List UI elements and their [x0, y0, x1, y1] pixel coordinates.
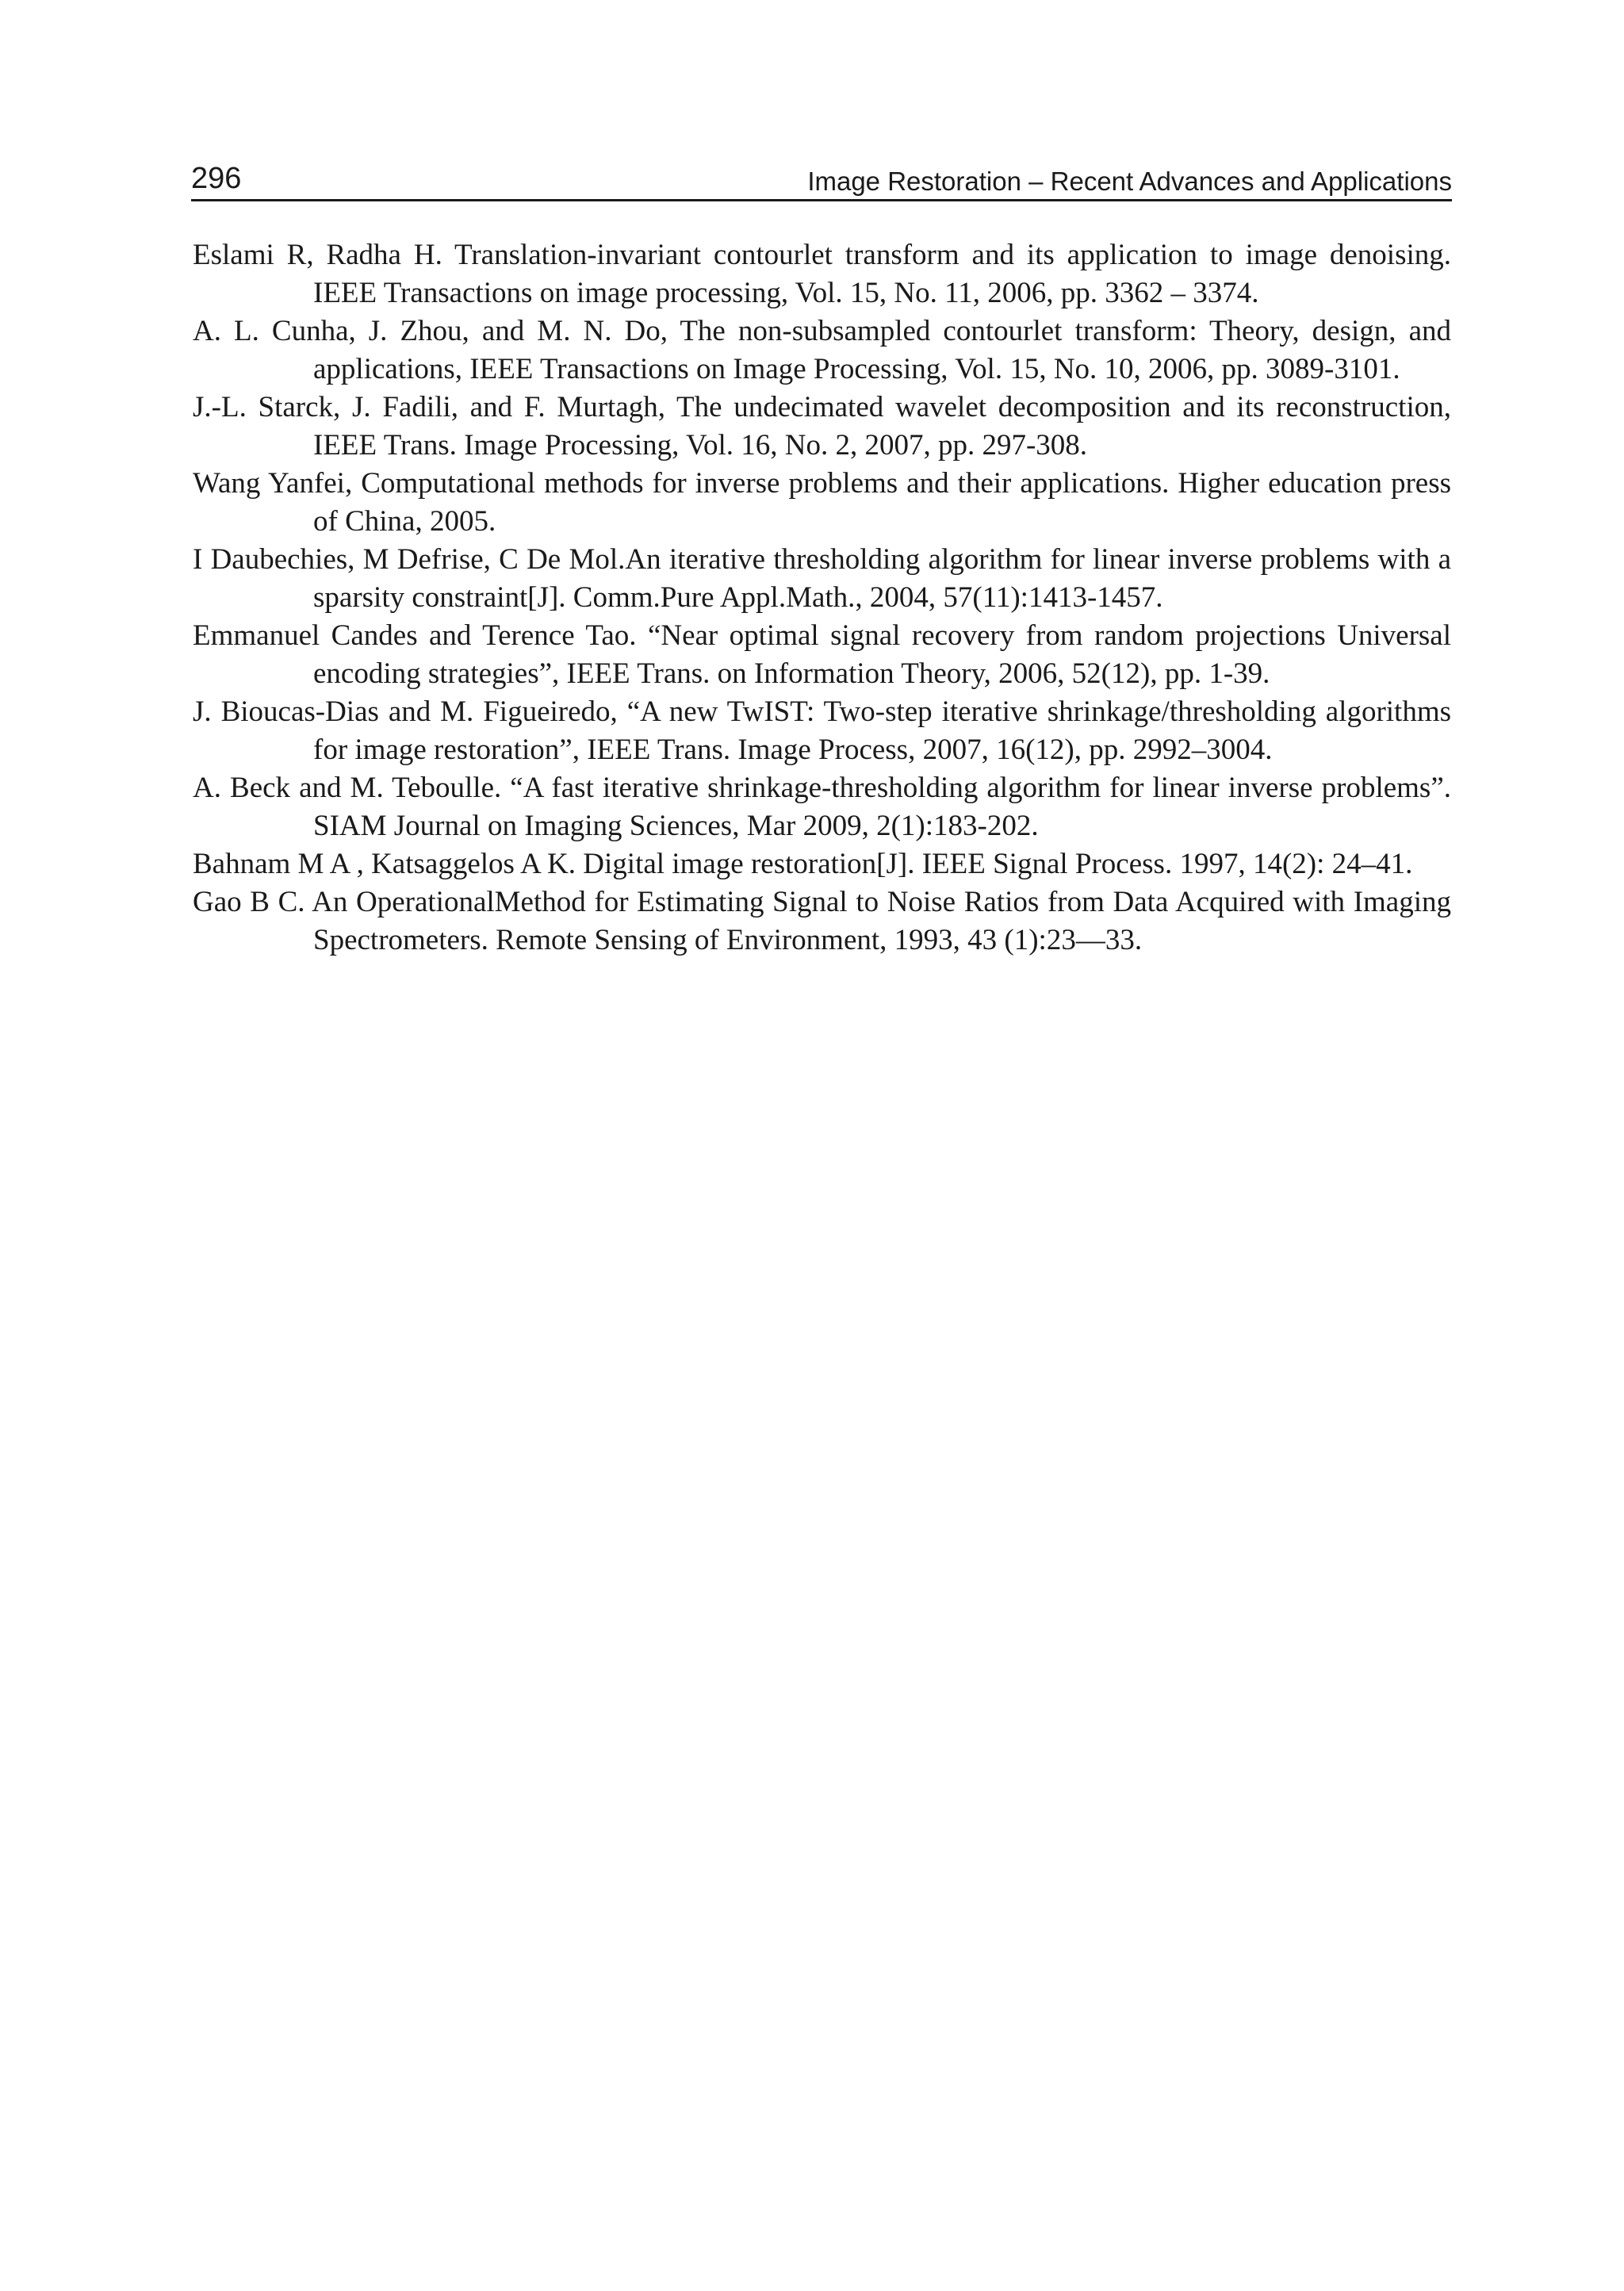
- reference-item: Bahnam M A , Katsaggelos A K. Digital image restoration[J]. IEEE Signal Process. 1997, 14(2): 24–41.: [193, 848, 1413, 880]
- reference-item: I Daubechies, M Defrise, C De Mol.An iterative thresholding algorithm for linear inverse problems with a sparsity constraint[J]. Comm.Pure Appl.Math., 2004, 57(11):1413-1457.: [193, 543, 1451, 614]
- reference-item: A. L. Cunha, J. Zhou, and M. N. Do, The non-subsampled contourlet transform: Theory, design, and applications, IEEE Transactions on Image Processing, Vol. 15, No. 10, 2006, pp. 3089-3101.: [193, 315, 1451, 385]
- page-number: 296: [191, 162, 242, 195]
- reference-item: J.-L. Starck, J. Fadili, and F. Murtagh, The undecimated wavelet decomposition and its reconstruction, IEEE Trans. Image Processing, Vol. 16, No. 2, 2007, pp. 297-308.: [193, 391, 1451, 462]
- reference-item: J. Bioucas-Dias and M. Figueiredo, “A new TwIST: Two-step iterative shrinkage/thresholding algorithms for image restoration”, IEEE Trans. Image Process, 2007, 16(12), pp. 2992–3004.: [193, 695, 1451, 766]
- reference-item: Eslami R, Radha H. Translation-invariant contourlet transform and its application to image denoising. IEEE Transactions on image processing, Vol. 15, No. 11, 2006, pp. 3362 – 3374.: [193, 239, 1451, 309]
- reference-item: A. Beck and M. Teboulle. “A fast iterative shrinkage-thresholding algorithm for linear inverse problems”. SIAM Journal on Imaging Sciences, Mar 2009, 2(1):183-202.: [193, 772, 1451, 842]
- reference-item: Wang Yanfei, Computational methods for inverse problems and their applications. Higher education press of China, 2005.: [193, 467, 1451, 538]
- reference-list: [193, 236, 1451, 960]
- page-header: [191, 161, 1452, 201]
- reference-item: Emmanuel Candes and Terence Tao. “Near optimal signal recovery from random projections Universal encoding strategies”, IEEE Trans. on Information Theory, 2006, 52(12), pp. 1-39.: [193, 619, 1451, 690]
- reference-item: Gao B C. An OperationalMethod for Estimating Signal to Noise Ratios from Data Acquired with Imaging Spectrometers. Remote Sensing of Environment, 1993, 43 (1):23—33.: [193, 886, 1451, 956]
- running-title: Image Restoration – Recent Advances and Applications: [807, 167, 1452, 196]
